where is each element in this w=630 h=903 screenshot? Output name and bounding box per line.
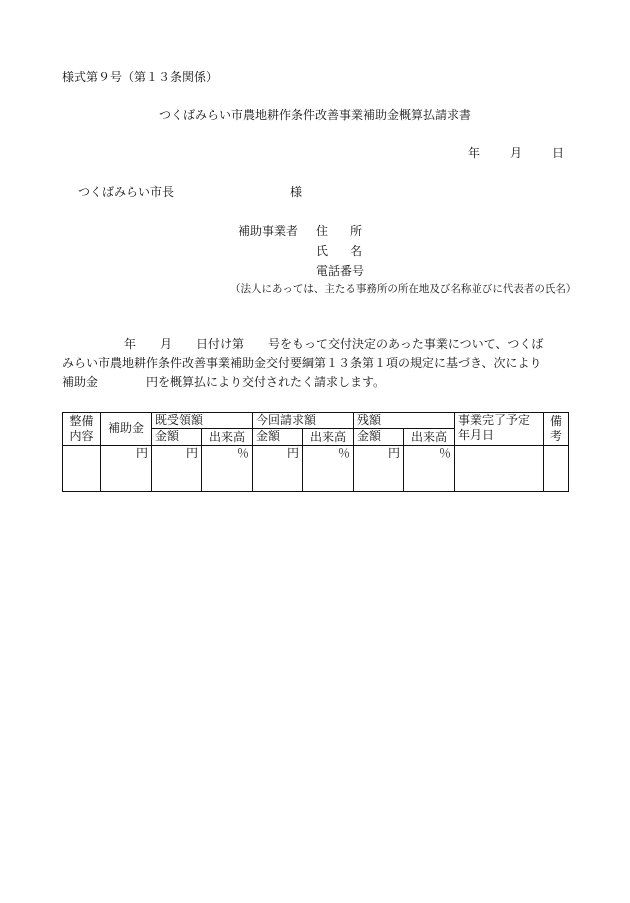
cell-subsidy: 円 (101, 445, 152, 491)
request-body (62, 335, 568, 392)
sub-remaining-amount: 金額 (354, 429, 404, 445)
address-label (316, 222, 362, 239)
name-label-2: 名 (350, 244, 363, 258)
request-table (62, 412, 569, 492)
date-month: 月 (510, 146, 523, 160)
document-title: つくばみらい市農地耕作条件改善事業補助金概算払請求書 (158, 108, 471, 122)
header-remarks: 備考 (544, 413, 569, 446)
body-line-3: 補助金 円を概算払により交付されたく請求します。 (62, 375, 386, 389)
cell-received-amount: 円 (152, 445, 202, 491)
sub-remaining-progress: 出来高 (404, 429, 455, 445)
date-year: 年 (468, 146, 481, 160)
body-line-1: 年 月 日付け第 号をもって交付決定のあった事業について、つくば (124, 337, 544, 351)
cell-remaining-progress: ％ (404, 445, 455, 491)
cell-current-amount: 円 (253, 445, 303, 491)
cell-received-progress: ％ (202, 445, 253, 491)
sub-received-amount: 金額 (152, 429, 202, 445)
cell-remarks (544, 445, 569, 491)
addressee-honorific: 様 (290, 185, 303, 199)
name-label (316, 242, 362, 259)
header-current-request: 今回請求額 (253, 413, 354, 429)
body-line-2: みらい市農地耕作条件改善事業補助金交付要綱第１３条第１項の規定に基づき、次により (62, 356, 542, 370)
date-day: 日 (552, 146, 565, 160)
header-completion-date: 事業完了予定年月日 (455, 413, 544, 446)
phone-label: 電話番号 (316, 264, 365, 278)
table-row (63, 445, 569, 491)
cell-current-progress: ％ (303, 445, 354, 491)
corporation-note: （法人にあっては、主たる事務所の所在地及び名称並びに代表者の氏名） (230, 283, 577, 295)
cell-work-content (63, 445, 101, 491)
sub-received-progress: 出来高 (202, 429, 253, 445)
header-remaining: 残額 (354, 413, 455, 429)
date-line (468, 144, 564, 161)
applicant-label: 補助事業者 (238, 224, 299, 238)
form-number: 様式第９号（第１３条関係） (62, 70, 219, 84)
address-label-1: 住 (316, 224, 329, 238)
name-label-1: 氏 (316, 244, 329, 258)
cell-remaining-amount: 円 (354, 445, 404, 491)
sub-current-progress: 出来高 (303, 429, 354, 445)
header-received: 既受領額 (152, 413, 253, 429)
address-label-2: 所 (350, 224, 363, 238)
header-work-content: 整備内容 (63, 413, 101, 446)
cell-completion-date (455, 445, 544, 491)
header-subsidy: 補助金 (101, 413, 152, 446)
sub-current-amount: 金額 (253, 429, 303, 445)
addressee-name: つくばみらい市長 (78, 185, 175, 199)
